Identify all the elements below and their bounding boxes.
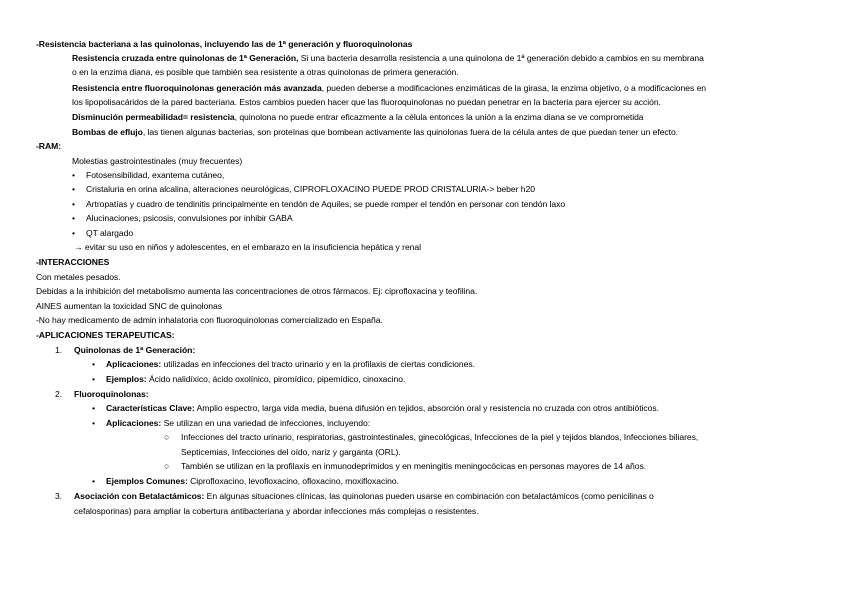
therapeutic-item-2-title: Fluoroquinolonas:	[74, 389, 149, 399]
resistance-item-2	[72, 82, 706, 94]
item2-common-examples: • Ejemplos Comunes: Ciprofloxacino, levofloxacino, ofloxacino, moxifloxacino.	[92, 476, 399, 486]
interactions-line-1: Con metales pesados.	[36, 272, 121, 282]
ram-bullet-5	[72, 227, 133, 239]
item2-sub-2: ○ También se utilizan en la profilaxis en inmunodeprimidos y en meningitis meningocócicas en personas mayores de 14 años.	[164, 461, 647, 471]
bullet-icon: •	[92, 418, 95, 428]
resistance-item-1-text: Si una bacteria desarrolla resistencia a una quinolona de 1ª generación debido a cambios en su membrana	[298, 53, 704, 63]
bullet-icon: •	[92, 403, 95, 413]
ram-bullet-2	[72, 183, 535, 195]
interactions-line-4: -No hay medicamento de admin inhalatoria con fluoroquinolonas comercializado en España.	[36, 315, 383, 325]
resistance-item-4	[72, 126, 678, 138]
therapeutic-item-3-cont: cefalosporinas) para ampliar la cobertura antibacteriana y abordar infecciones más complejas o resistentes.	[74, 506, 479, 516]
resistance-item-4-term: Bombas de eflujo	[72, 127, 143, 137]
bullet-icon: •	[92, 476, 95, 486]
therapeutic-item-3-num: 3.	[55, 491, 63, 501]
therapeutic-item-2-num: 2.	[55, 389, 63, 399]
item1-examples: • Ejemplos: Ácido nalidíxico, ácido oxolínico, piromídico, pipemídico, cinoxacino.	[92, 374, 406, 384]
bullet-icon: •	[72, 199, 75, 209]
bullet-icon: •	[92, 374, 95, 384]
item2-key-features: • Características Clave: Amplio espectro, larga vida media, buena difusión en tejidos, absorción oral y resistencia no cruzada con otros antibióticos.	[92, 403, 659, 413]
bullet-icon: •	[72, 184, 75, 194]
ram-bullet-text: QT alargado	[86, 228, 134, 238]
ram-bullet-4	[72, 212, 293, 224]
resistance-item-4-text: , las tienen algunas bacterias, son proteínas que bombean activamente las quinolonas fuera de la célula antes de que puedan tener un efecto.	[142, 127, 679, 137]
ram-heading: -RAM:	[36, 141, 62, 151]
interactions-line-2: Debidas a la inhibición del metabolismo aumenta las concentraciones de otros fármacos. Ej: ciprofloxacina y teofilina.	[36, 286, 478, 296]
bullet-icon: •	[72, 213, 75, 223]
item2-sub-1-cont: Septicemias, Infecciones del oído, nariz y garganta (ORL).	[181, 447, 401, 457]
ram-bullet-text: Fotosensibilidad, exantema cutáneo,	[86, 170, 225, 180]
resistance-item-3-text: , quinolona no puede entrar eficazmente a la célula entonces la unión a la enzima diana se ve comprometida	[234, 112, 644, 122]
item2-applications: • Aplicaciones: Se utilizan en una variedad de infecciones, incluyendo:	[92, 418, 371, 428]
circle-bullet-icon: ○	[164, 432, 170, 442]
resistance-item-2-cont: los lipopolisacáridos de la pared bacteriana. Estos cambios pueden hacer que las fluoroquinolonas no puedan penetrar en la bacteria para ejercer su acción.	[72, 97, 661, 107]
resistance-item-1-term: Resistencia cruzada entre quinolonas de 1ª Generación,	[72, 53, 299, 63]
bullet-icon: •	[92, 359, 95, 369]
ram-intro: Molestias gastrointestinales (muy frecuentes)	[72, 156, 243, 166]
item2-sub-1: ○ Infecciones del tracto urinario, respiratorias, gastrointestinales, ginecológicas, Infecciones de la piel y tejidos blandos, Infecciones biliares,	[164, 432, 699, 442]
bullet-icon: •	[72, 170, 75, 180]
resistance-item-1-cont: o en la enzima diana, es posible que también sea resistente a otras quinolonas de primera generación.	[72, 67, 459, 77]
therapeutic-heading: -APLICACIONES TERAPEUTICAS:	[36, 330, 175, 340]
bullet-icon: •	[72, 228, 75, 238]
ram-bullet-text: Artropatías y cuadro de tendinitis principalmente en tendón de Aquiles, se puede romper el tendón en personar con tendón laxo	[86, 199, 566, 209]
resistance-item-2-text: , pueden deberse a modificaciones enzimáticas de la girasa, la enzima objetivo, o a modificaciones en	[321, 83, 707, 93]
ram-arrow-note: → evitar su uso en niños y adolescentes, en el embarazo en la insuficiencia hepática y renal	[74, 242, 421, 252]
therapeutic-item-1-num: 1.	[55, 345, 63, 355]
ram-bullet-3	[72, 198, 565, 210]
resistance-heading: -Resistencia bacteriana a las quinolonas, incluyendo las de 1ª generación y fluoroquinolonas	[36, 39, 413, 49]
therapeutic-item-3: Asociación con Betalactámicos: En algunas situaciones clínicas, las quinolonas pueden usarse en combinación con betalactámicos (como penicilinas o	[74, 491, 654, 501]
ram-bullet-text: Alucinaciones, psicosis, convulsiones por inhibir GABA	[86, 213, 293, 223]
resistance-item-1	[72, 52, 704, 64]
interactions-heading: -INTERACCIONES	[36, 257, 110, 267]
ram-bullet-1	[72, 169, 224, 181]
ram-bullet-text: Cristaluria en orina alcalina, alteraciones neurológicas, CIPROFLOXACINO PUEDE PROD CRISTALURIA-> beber h20	[86, 184, 535, 194]
circle-bullet-icon: ○	[164, 461, 170, 471]
interactions-line-3: AINES aumentan la toxicidad SNC de quinolonas	[36, 301, 222, 311]
therapeutic-item-1-title: Quinolonas de 1ª Generación:	[74, 345, 196, 355]
resistance-item-3	[72, 111, 644, 123]
item1-applications: • Aplicaciones: utilizadas en infecciones del tracto urinario y en la profilaxis de ciertas condiciones.	[92, 359, 475, 369]
resistance-item-2-term: Resistencia entre fluoroquinolonas generación más avanzada	[72, 83, 322, 93]
resistance-item-3-term: Disminución permeabilidad= resistencia	[72, 112, 235, 122]
